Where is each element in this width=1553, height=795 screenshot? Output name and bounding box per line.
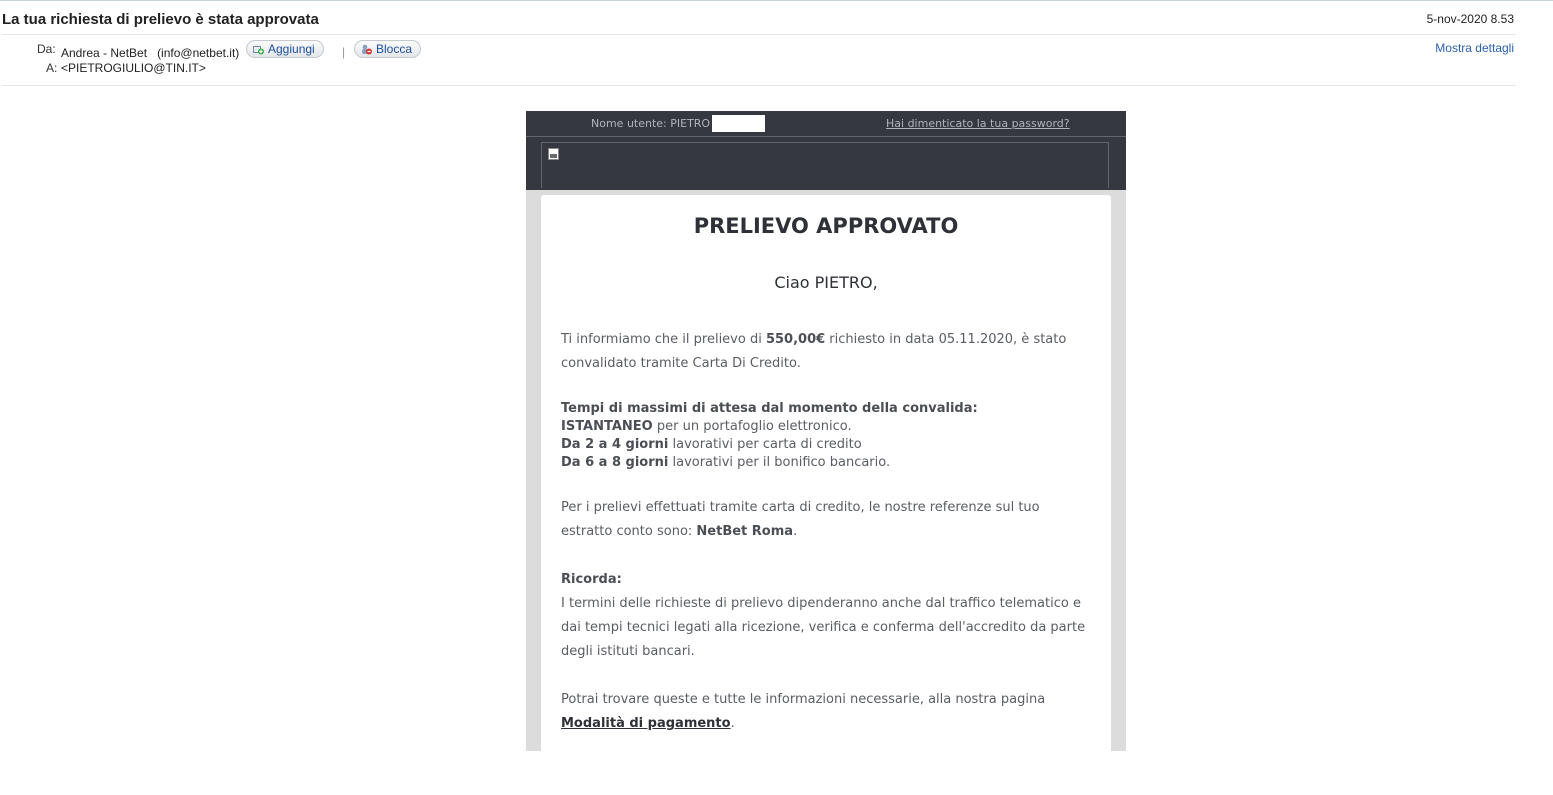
topbar-divider bbox=[526, 136, 1126, 137]
withdrawal-amount: 550,00€ bbox=[765, 332, 826, 347]
p1-text-a: Ti informiamo che il prelievo di bbox=[561, 332, 766, 347]
sender-display-name: Andrea - NetBet bbox=[61, 46, 148, 60]
email-topbar bbox=[526, 111, 1126, 136]
payment-methods-link[interactable]: Modalità di pagamento bbox=[561, 716, 731, 731]
header-bottom-divider bbox=[2, 85, 1516, 86]
show-details-link[interactable]: Mostra dettagli bbox=[1435, 41, 1514, 55]
to-label: A: bbox=[46, 61, 58, 75]
block-sender-button[interactable] bbox=[354, 40, 421, 58]
reminder-block bbox=[561, 568, 1091, 664]
time-bank-bold: Da 6 a 8 giorni bbox=[561, 455, 669, 470]
reminder-heading: Ricorda: bbox=[561, 572, 622, 587]
waiting-times-heading: Tempi di massimi di attesa dal momento della convalida: bbox=[561, 401, 978, 416]
time-bank-text: lavorativi per il bonifico bancario. bbox=[668, 455, 891, 470]
forgot-password-link[interactable]: Hai dimenticato la tua password? bbox=[886, 117, 1070, 130]
payment-info-paragraph bbox=[561, 688, 1091, 736]
email-body-container bbox=[526, 111, 1126, 751]
time-ewallet-text: per un portafoglio elettronico. bbox=[652, 419, 852, 434]
time-card-text: lavorativi per carta di credito bbox=[668, 437, 862, 452]
statement-reference-paragraph bbox=[561, 496, 1091, 544]
time-card-bold: Da 2 a 4 giorni bbox=[561, 437, 669, 452]
add-contact-icon bbox=[253, 44, 264, 55]
sender-name bbox=[61, 46, 239, 60]
statement-reference: NetBet Roma bbox=[696, 524, 794, 539]
logo-area bbox=[541, 142, 1109, 188]
window-top-border bbox=[0, 0, 1553, 1]
block-sender-label: Blocca bbox=[376, 42, 413, 56]
p5-text-a: Potrai trovare queste e tutte le informazioni necessarie, alla nostra pagina bbox=[561, 692, 1046, 707]
greeting: Ciao PIETRO, bbox=[774, 273, 878, 292]
email-header-band bbox=[526, 111, 1126, 190]
p3-text-a: Per i prelievi effettuati tramite carta di credito, le nostre referenze sul tuo estratto conto sono: bbox=[561, 500, 1040, 539]
broken-image-icon bbox=[548, 148, 559, 160]
email-content-card bbox=[541, 195, 1111, 795]
sender-email: (info@netbet.it) bbox=[157, 46, 240, 60]
withdrawal-paragraph bbox=[561, 328, 1091, 376]
reminder-text: I termini delle richieste di prelievo dipenderanno anche dal traffico telematico e dai tempi tecnici legati alla ricezione, verifica e conferma dell'accredito da parte degli istituti bancari. bbox=[561, 596, 1086, 659]
add-contact-label: Aggiungi bbox=[268, 42, 315, 56]
button-separator: | bbox=[342, 45, 346, 59]
header-divider bbox=[2, 34, 1516, 35]
p3-text-b: . bbox=[793, 524, 798, 539]
email-title: PRELIEVO APPROVATO bbox=[693, 214, 959, 238]
time-ewallet-bold: ISTANTANEO bbox=[561, 419, 653, 434]
p5-text-b: . bbox=[730, 716, 735, 731]
redaction-box bbox=[712, 115, 765, 132]
block-icon bbox=[361, 44, 372, 55]
email-subject: La tua richiesta di prelievo è stata approvata bbox=[2, 11, 319, 28]
recipient-address: <PIETROGIULIO@TIN.IT> bbox=[61, 61, 206, 75]
from-label: Da: bbox=[37, 42, 56, 56]
add-contact-button[interactable] bbox=[246, 40, 324, 58]
p1-text-b: richiesto in data 05.11.2020, è stato convalidato tramite Carta Di Credito. bbox=[561, 332, 1067, 371]
username-label: Nome utente: PIETRO bbox=[591, 117, 711, 130]
email-date: 5-nov-2020 8.53 bbox=[1426, 12, 1514, 26]
waiting-times-block bbox=[561, 400, 1091, 472]
